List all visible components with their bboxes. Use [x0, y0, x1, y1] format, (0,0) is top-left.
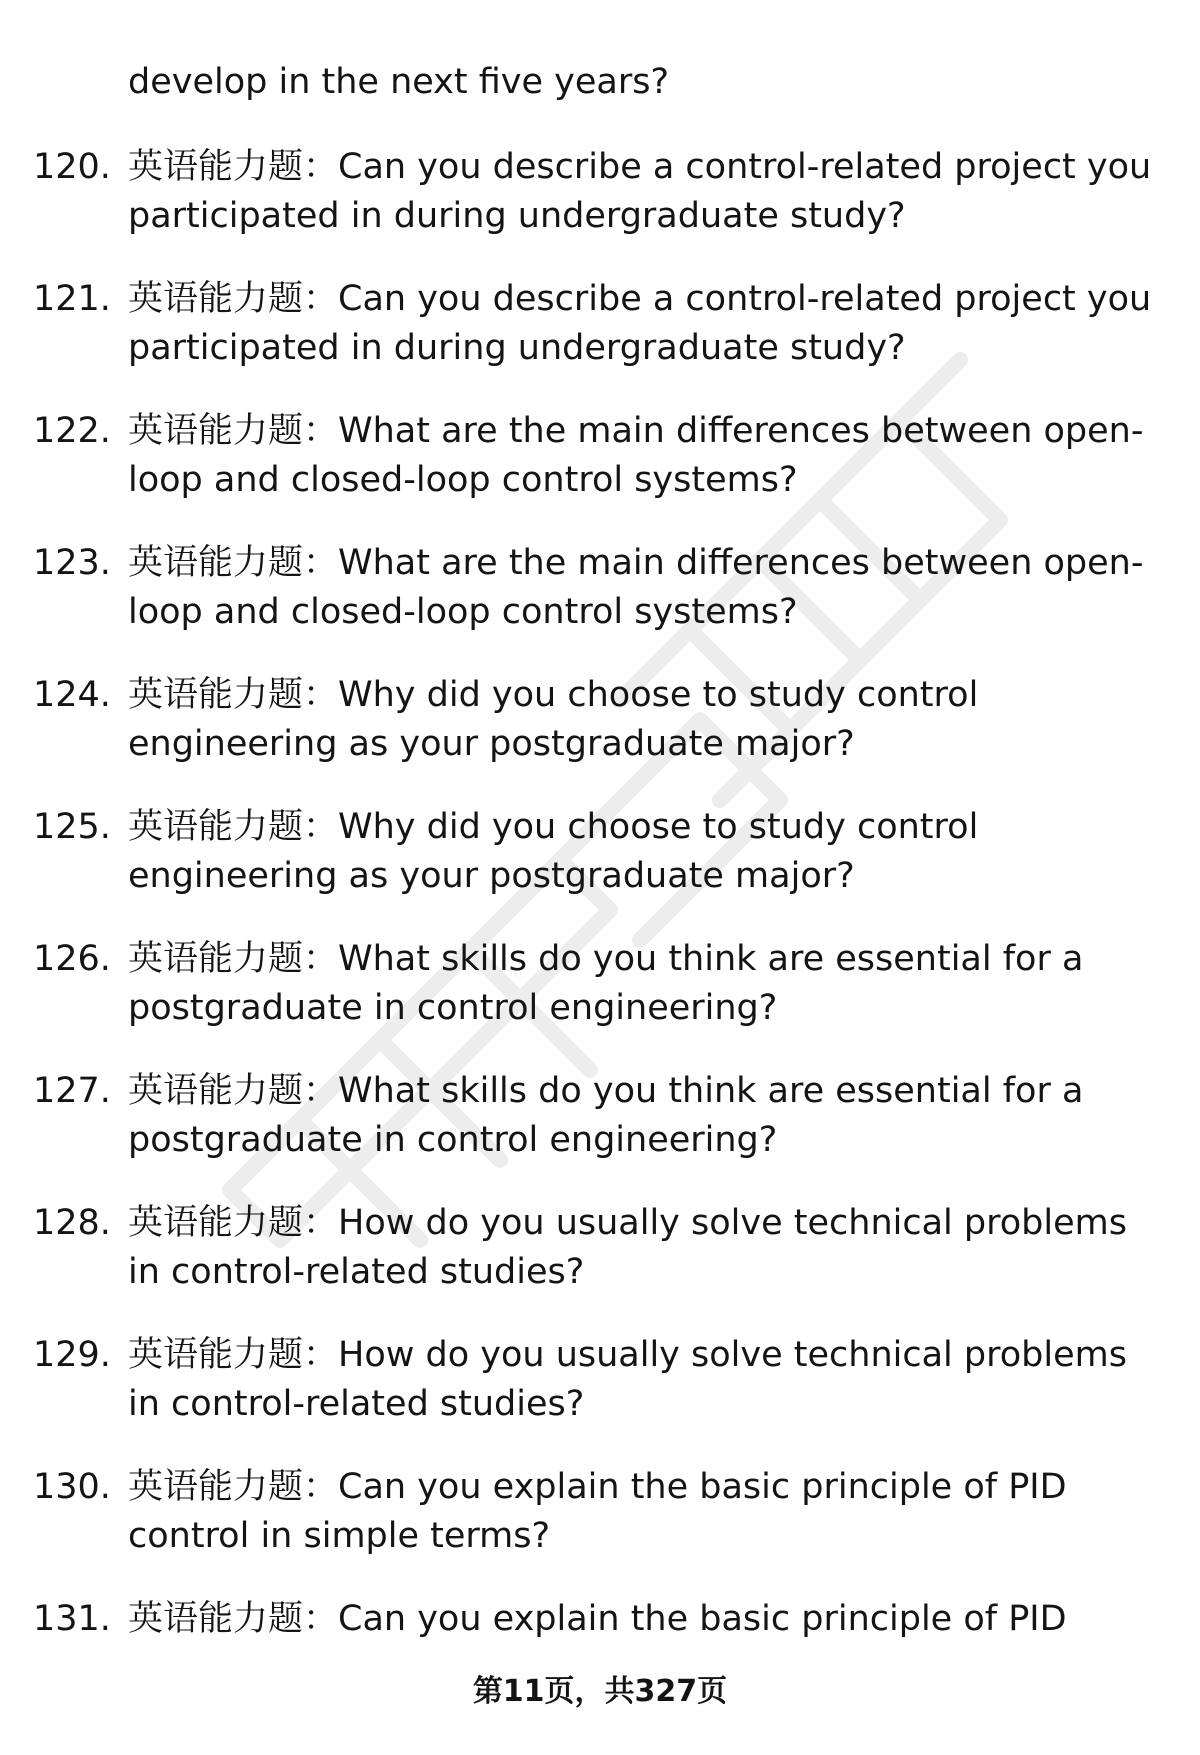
question-item: [0, 803, 1200, 935]
question-text: Why did you choose to study control engineering as your postgraduate major?: [128, 675, 979, 764]
question-category-tag: 英语能力题：: [128, 675, 339, 715]
page-number-footer: 第11页，共327页: [472, 1674, 728, 1709]
question-body: [128, 275, 1158, 373]
question-item: [0, 1331, 1200, 1463]
question-text: How do you usually solve technical problems in control-related studies?: [128, 1335, 1127, 1424]
question-number: 126.: [33, 939, 111, 979]
question-body: [128, 803, 1158, 901]
question-number: 128.: [33, 1203, 111, 1243]
question-number: 121.: [33, 279, 111, 319]
question-text: Can you explain the basic principle of PID: [338, 1599, 1067, 1639]
question-category-tag: 英语能力题：: [128, 147, 339, 187]
question-category-tag: 英语能力题：: [128, 279, 339, 319]
question-number: 122.: [33, 411, 111, 451]
question-category-tag: 英语能力题：: [128, 543, 339, 583]
question-text: What skills do you think are essential for a postgraduate in control engineering?: [128, 1071, 1084, 1160]
question-number: 130.: [33, 1467, 111, 1507]
question-item: [0, 1067, 1200, 1199]
question-body: [128, 671, 1158, 769]
question-item: [0, 1199, 1200, 1331]
question-category-tag: 英语能力题：: [128, 939, 339, 979]
question-number: 131.: [33, 1599, 111, 1639]
question-item: [0, 407, 1200, 539]
question-category-tag: 英语能力题：: [128, 1203, 339, 1243]
question-text: Can you describe a control-related project you participated in during undergraduate study?: [128, 279, 1152, 368]
question-number: 124.: [33, 675, 111, 715]
question-text: What skills do you think are essential for a postgraduate in control engineering?: [128, 939, 1084, 1028]
question-item: [0, 275, 1200, 407]
question-list: [0, 143, 1200, 1727]
question-category-tag: 英语能力题：: [128, 1599, 339, 1639]
question-body: [128, 407, 1158, 505]
question-category-tag: 英语能力题：: [128, 411, 339, 451]
question-category-tag: 英语能力题：: [128, 1071, 339, 1111]
question-body: [128, 539, 1158, 637]
question-number: 125.: [33, 807, 111, 847]
continued-question-text: develop in the next five years?: [128, 62, 670, 102]
question-text: Why did you choose to study control engineering as your postgraduate major?: [128, 807, 979, 896]
question-category-tag: 英语能力题：: [128, 1467, 339, 1507]
question-body: [128, 1067, 1158, 1165]
question-item: [0, 671, 1200, 803]
question-body: [128, 1199, 1158, 1297]
question-number: 120.: [33, 147, 111, 187]
question-category-tag: 英语能力题：: [128, 807, 339, 847]
question-item: [0, 143, 1200, 275]
question-body: [128, 1595, 1158, 1644]
question-text: How do you usually solve technical problems in control-related studies?: [128, 1203, 1127, 1292]
question-body: [128, 1463, 1158, 1561]
question-number: 123.: [33, 543, 111, 583]
question-body: [128, 1331, 1158, 1429]
question-number: 129.: [33, 1335, 111, 1375]
question-text: What are the main differences between open-loop and closed-loop control systems?: [128, 411, 1144, 500]
question-item: [0, 935, 1200, 1067]
question-text: What are the main differences between open-loop and closed-loop control systems?: [128, 543, 1144, 632]
question-item: [0, 1463, 1200, 1595]
question-text: Can you describe a control-related project you participated in during undergraduate study?: [128, 147, 1152, 236]
question-body: [128, 143, 1158, 241]
question-body: [128, 935, 1158, 1033]
question-category-tag: 英语能力题：: [128, 1335, 339, 1375]
question-number: 127.: [33, 1071, 111, 1111]
question-text: Can you explain the basic principle of PID control in simple terms?: [128, 1467, 1067, 1556]
question-item: [0, 539, 1200, 671]
